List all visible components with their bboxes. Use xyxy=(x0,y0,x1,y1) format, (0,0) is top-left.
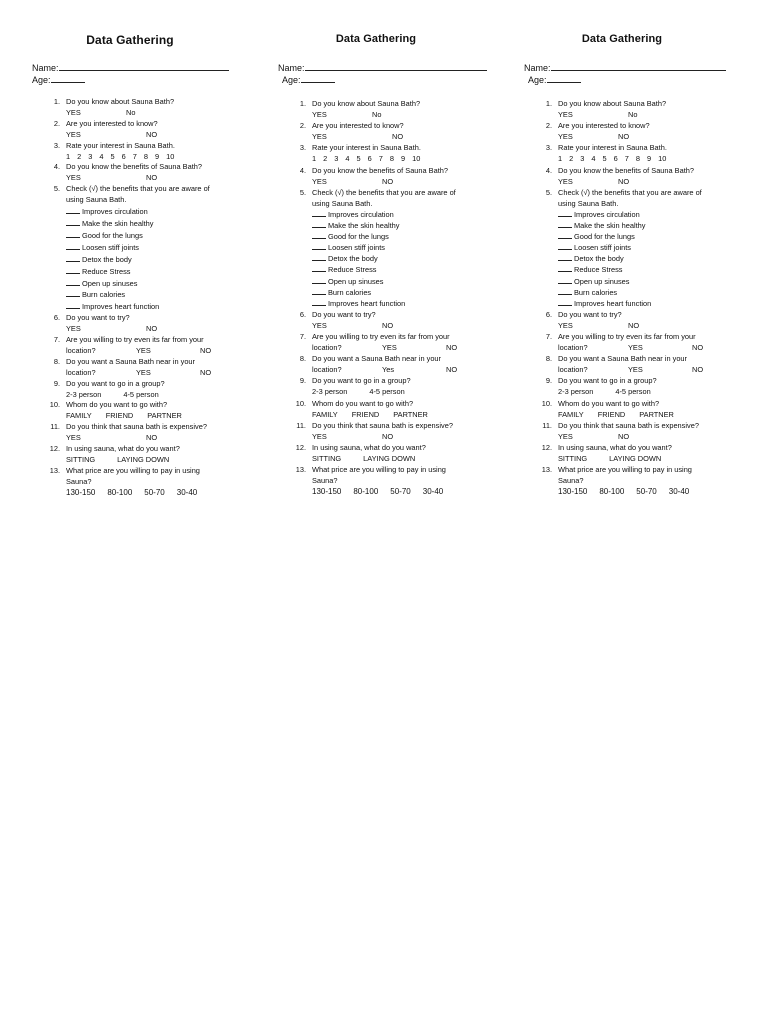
benefit-item[interactable]: Detox the body xyxy=(66,254,256,266)
rating-option[interactable]: 7 xyxy=(132,151,137,161)
benefit-item[interactable]: Open up sinuses xyxy=(66,278,256,290)
question-6: 6. Do you want to try? YES NO xyxy=(282,309,502,331)
question-text: Do you think that sauna bath is expensive? xyxy=(558,420,699,430)
age-field[interactable] xyxy=(528,74,581,85)
question-11: 11. Do you think that sauna bath is expensive? YES NO xyxy=(528,420,748,442)
benefit-item[interactable]: Burn calories xyxy=(66,289,256,301)
question-2: 2. Are you interested to know? YES NO xyxy=(528,120,748,142)
question-1: 1. Do you know about Sauna Bath? YES No xyxy=(36,97,256,119)
rating-option[interactable]: 6 xyxy=(613,154,618,164)
question-9: 9. Do you want to go in a group? 2-3 person 4-5 person xyxy=(528,375,748,397)
question-text: Check (√) the benefits that you are aware of xyxy=(66,184,210,194)
price-option[interactable]: 50-70 xyxy=(390,487,411,497)
option-yes[interactable]: YES xyxy=(312,320,327,330)
option-no[interactable]: NO xyxy=(692,343,704,353)
question-text-cont: using Sauna Bath. xyxy=(312,198,373,208)
question-5: 5. Check (√) the benefits that you are aware of using Sauna Bath. Improves circulation Make the skin healthy Good for the lungs Loosen stiff joints Detox the body Reduce Stress Open up sinuses Burn calories Improves heart function xyxy=(282,187,502,309)
question-1: 1. Do you know about Sauna Bath? YES No xyxy=(528,98,748,120)
option-yes[interactable]: YES xyxy=(66,129,81,139)
question-3: 3. Rate your interest in Sauna Bath. 1 2 3 4 5 6 7 8 9 10 xyxy=(282,142,502,164)
option-no[interactable]: No xyxy=(126,107,136,117)
rating-option[interactable]: 4 xyxy=(345,154,350,164)
question-text-cont: location? xyxy=(312,365,342,375)
question-text-cont: Sauna? xyxy=(312,476,338,486)
option-no[interactable]: NO xyxy=(618,132,630,142)
option-no[interactable]: NO xyxy=(382,176,394,186)
rating-option[interactable]: 3 xyxy=(334,154,339,164)
question-text: Check (√) the benefits that you are aware of xyxy=(558,187,702,197)
question-5: 5. Check (√) the benefits that you are aware of using Sauna Bath. Improves circulation Make the skin healthy Good for the lungs Loosen stiff joints Detox the body Reduce Stress Open up sinuses Burn calories Improves heart function xyxy=(36,184,256,313)
benefit-item[interactable]: Improves circulation xyxy=(312,209,502,220)
question-text: Do you want to try? xyxy=(558,309,622,319)
question-text: Are you willing to try even its far from your xyxy=(558,331,696,341)
benefit-item[interactable]: Open up sinuses xyxy=(312,276,502,287)
question-text-cont: location? xyxy=(558,365,588,375)
question-list xyxy=(282,98,502,497)
benefit-item[interactable]: Good for the lungs xyxy=(312,231,502,242)
option-sitting[interactable]: SITTING xyxy=(558,454,588,463)
rating-option[interactable]: 5 xyxy=(356,154,361,164)
rating-option[interactable]: 3 xyxy=(88,151,93,161)
price-option[interactable]: 80-100 xyxy=(353,487,379,497)
option-no[interactable]: NO xyxy=(146,324,158,334)
price-option[interactable]: 80-100 xyxy=(107,487,133,497)
rating-option[interactable]: 4 xyxy=(99,151,104,161)
question-list xyxy=(528,98,748,497)
benefit-item[interactable]: Burn calories xyxy=(312,287,502,298)
question-text: Do you know about Sauna Bath? xyxy=(558,99,667,108)
option-group-small[interactable]: 2-3 person xyxy=(66,389,102,399)
question-text: Do you think that sauna bath is expensive? xyxy=(312,420,453,430)
option-group-large[interactable]: 4-5 person xyxy=(369,387,405,397)
question-text-cont: using Sauna Bath. xyxy=(66,195,127,205)
question-text: Do you want to go in a group? xyxy=(312,376,411,386)
question-text: Do you know the benefits of Sauna Bath? xyxy=(312,165,448,175)
rating-option[interactable]: 10 xyxy=(412,154,421,164)
question-12: 12. In using sauna, what do you want? SITTING LAYING DOWN xyxy=(282,442,502,464)
form-title: Data Gathering xyxy=(335,33,417,45)
question-4: 4. Do you know the benefits of Sauna Bath? YES NO xyxy=(528,165,748,187)
price-option[interactable]: 50-70 xyxy=(144,487,165,497)
question-text-cont: location? xyxy=(66,345,96,355)
rating-option[interactable]: 5 xyxy=(110,151,115,161)
survey-form-3 xyxy=(522,0,752,520)
option-yes[interactable]: YES xyxy=(382,343,397,353)
benefit-item[interactable]: Detox the body xyxy=(558,253,748,264)
option-no[interactable]: NO xyxy=(146,129,158,139)
option-yes[interactable]: YES xyxy=(628,343,643,353)
option-laying-down[interactable]: LAYING DOWN xyxy=(609,454,662,463)
question-13: 13. What price are you willing to pay in using Sauna? 130-150 80-100 50-70 30-40 xyxy=(282,464,502,497)
question-text: Do you want to go in a group? xyxy=(66,378,165,388)
question-9: 9. Do you want to go in a group? 2-3 person 4-5 person xyxy=(36,379,256,401)
option-yes[interactable]: YES xyxy=(312,132,327,142)
option-partner[interactable]: PARTNER xyxy=(393,409,428,419)
benefit-item[interactable]: Good for the lungs xyxy=(558,231,748,242)
question-8: 8. Do you want a Sauna Bath near in your location? YES NO xyxy=(36,357,256,379)
question-text: Are you interested to know? xyxy=(66,118,158,128)
question-text: Check (√) the benefits that you are aware of xyxy=(312,187,456,197)
question-text: Do you want to try? xyxy=(312,309,376,319)
name-field[interactable] xyxy=(524,62,726,73)
option-no[interactable]: NO xyxy=(618,431,630,441)
question-text: Rate your interest in Sauna Bath. xyxy=(66,140,175,150)
question-13: 13. What price are you willing to pay in using Sauna? 130-150 80-100 50-70 30-40 xyxy=(528,464,748,497)
price-option[interactable]: 30-40 xyxy=(668,487,690,497)
option-yes[interactable]: YES xyxy=(66,433,81,443)
question-10: 10. Whom do you want to go with? FAMILY FRIEND PARTNER xyxy=(528,398,748,420)
benefit-item[interactable]: Reduce Stress xyxy=(558,264,748,275)
question-text: Do you know the benefits of Sauna Bath? xyxy=(66,162,202,172)
question-3: 3. Rate your interest in Sauna Bath. 1 2 3 4 5 6 7 8 9 10 xyxy=(528,142,748,164)
question-text: Do you want to go in a group? xyxy=(558,376,657,386)
question-text: In using sauna, what do you want? xyxy=(558,442,672,452)
question-10: 10. Whom do you want to go with? FAMILY FRIEND PARTNER xyxy=(36,400,256,422)
survey-form-2 xyxy=(276,0,506,520)
name-field[interactable] xyxy=(32,62,229,73)
price-option[interactable]: 130-150 xyxy=(66,487,96,497)
option-no[interactable]: NO xyxy=(382,431,394,441)
option-group-small[interactable]: 2-3 person xyxy=(558,387,594,397)
rating-option[interactable]: 10 xyxy=(658,154,667,164)
question-text: Are you willing to try even its far from your xyxy=(66,335,204,345)
question-text-cont: location? xyxy=(312,343,342,353)
benefit-item[interactable]: Detox the body xyxy=(312,253,502,264)
benefit-item[interactable]: Burn calories xyxy=(558,287,748,298)
question-text: In using sauna, what do you want? xyxy=(312,442,426,452)
age-field[interactable] xyxy=(282,74,335,85)
rating-scale xyxy=(312,153,502,164)
option-group-large[interactable]: 4-5 person xyxy=(615,387,651,397)
question-text: Are you interested to know? xyxy=(312,121,404,131)
name-label: Name: xyxy=(278,63,305,73)
rating-option[interactable]: 2 xyxy=(569,154,574,164)
rating-scale xyxy=(558,153,748,164)
option-yes[interactable]: YES xyxy=(312,110,327,120)
question-text: What price are you willing to pay in using xyxy=(312,465,446,475)
form-title: Data Gathering xyxy=(86,33,174,47)
option-group-large[interactable]: 4-5 person xyxy=(123,389,159,399)
rating-option[interactable]: 3 xyxy=(580,154,585,164)
question-text: Do you know about Sauna Bath? xyxy=(312,99,421,108)
option-group-small[interactable]: 2-3 person xyxy=(312,387,348,397)
rating-option[interactable]: 8 xyxy=(389,154,394,164)
rating-option[interactable]: 6 xyxy=(121,151,126,161)
price-option[interactable]: 50-70 xyxy=(636,487,657,497)
question-text: Rate your interest in Sauna Bath. xyxy=(558,143,667,153)
option-no[interactable]: No xyxy=(372,110,382,120)
question-text: Do you want a Sauna Bath near in your xyxy=(312,354,442,364)
option-family[interactable]: FAMILY xyxy=(312,409,338,419)
question-10: 10. Whom do you want to go with? FAMILY FRIEND PARTNER xyxy=(282,398,502,420)
option-yes[interactable]: YES xyxy=(136,345,151,355)
question-4: 4. Do you know the benefits of Sauna Bath? YES NO xyxy=(282,165,502,187)
question-text-cont: Sauna? xyxy=(558,476,584,486)
question-9: 9. Do you want to go in a group? 2-3 person 4-5 person xyxy=(282,375,502,397)
rating-option[interactable]: 9 xyxy=(401,154,406,164)
option-no[interactable]: NO xyxy=(446,343,458,353)
rating-option[interactable]: 1 xyxy=(66,151,71,161)
option-no[interactable]: NO xyxy=(382,320,394,330)
rating-option[interactable]: 5 xyxy=(602,154,607,164)
option-laying-down[interactable]: LAYING DOWN xyxy=(117,455,170,464)
option-friend[interactable]: FRIEND xyxy=(351,409,380,419)
option-no[interactable]: NO xyxy=(692,365,704,375)
option-laying-down[interactable]: LAYING DOWN xyxy=(363,454,416,463)
name-field[interactable] xyxy=(278,62,487,73)
question-7: 7. Are you willing to try even its far from your location? YES NO xyxy=(282,331,502,353)
question-2: 2. Are you interested to know? YES NO xyxy=(36,119,256,141)
option-yes[interactable]: YES xyxy=(558,132,573,142)
option-no[interactable]: NO xyxy=(200,367,212,377)
question-text: Do you want a Sauna Bath near in your xyxy=(66,356,196,366)
survey-form-1 xyxy=(30,0,260,520)
name-label: Name: xyxy=(32,63,59,73)
rating-option[interactable]: 2 xyxy=(77,151,82,161)
question-12: 12. In using sauna, what do you want? SITTING LAYING DOWN xyxy=(36,444,256,466)
question-text: Are you willing to try even its far from your xyxy=(312,331,450,341)
option-yes[interactable]: YES xyxy=(558,431,573,441)
rating-option[interactable]: 7 xyxy=(378,154,383,164)
rating-option[interactable]: 1 xyxy=(312,154,317,164)
age-label: Age: xyxy=(528,75,547,85)
question-12: 12. In using sauna, what do you want? SITTING LAYING DOWN xyxy=(528,442,748,464)
question-text: Whom do you want to go with? xyxy=(66,400,168,410)
question-7: 7. Are you willing to try even its far from your location? YES NO xyxy=(36,335,256,357)
option-partner[interactable]: PARTNER xyxy=(639,409,674,419)
form-title: Data Gathering xyxy=(581,33,663,45)
option-no[interactable]: NO xyxy=(146,173,158,183)
option-friend[interactable]: FRIEND xyxy=(105,411,134,421)
option-friend[interactable]: FRIEND xyxy=(597,409,626,419)
option-yes[interactable]: YES xyxy=(312,431,327,441)
option-yes[interactable]: YES xyxy=(628,365,643,375)
option-no[interactable]: NO xyxy=(618,176,630,186)
benefit-item[interactable]: Improves circulation xyxy=(558,209,748,220)
option-no[interactable]: NO xyxy=(628,320,640,330)
name-label: Name: xyxy=(524,63,551,73)
option-yes[interactable]: YES xyxy=(312,176,327,186)
rating-option[interactable]: 8 xyxy=(143,151,148,161)
option-yes[interactable]: YES xyxy=(558,110,573,120)
option-yes[interactable]: YES xyxy=(66,324,81,334)
question-text: Are you interested to know? xyxy=(558,121,650,131)
option-no[interactable]: No xyxy=(628,110,638,120)
option-no[interactable]: NO xyxy=(200,345,212,355)
rating-option[interactable]: 8 xyxy=(635,154,640,164)
option-sitting[interactable]: SITTING xyxy=(312,454,342,463)
price-option[interactable]: 130-150 xyxy=(558,487,588,497)
rating-option[interactable]: 7 xyxy=(624,154,629,164)
option-yes[interactable]: Yes xyxy=(382,365,395,375)
question-text: Do you want a Sauna Bath near in your xyxy=(558,354,688,364)
option-yes[interactable]: YES xyxy=(66,107,81,117)
age-label: Age: xyxy=(282,75,301,85)
benefit-item[interactable]: Improves heart function xyxy=(312,298,502,309)
benefit-item[interactable]: Loosen stiff joints xyxy=(558,242,748,253)
benefit-item[interactable]: Make the skin healthy xyxy=(66,218,256,230)
benefit-item[interactable]: Good for the lungs xyxy=(66,230,256,242)
option-family[interactable]: FAMILY xyxy=(558,409,584,419)
question-11: 11. Do you think that sauna bath is expensive? YES NO xyxy=(36,422,256,444)
question-4: 4. Do you know the benefits of Sauna Bath? YES NO xyxy=(36,162,256,184)
price-option[interactable]: 80-100 xyxy=(599,487,625,497)
question-6: 6. Do you want to try? YES NO xyxy=(528,309,748,331)
question-text: In using sauna, what do you want? xyxy=(66,444,180,454)
question-13: 13. What price are you willing to pay in using Sauna? 130-150 80-100 50-70 30-40 xyxy=(36,466,256,499)
question-text-cont: location? xyxy=(66,367,96,377)
question-7: 7. Are you willing to try even its far from your location? YES NO xyxy=(528,331,748,353)
benefit-item[interactable]: Make the skin healthy xyxy=(558,220,748,231)
option-yes[interactable]: YES xyxy=(136,367,151,377)
question-text: Rate your interest in Sauna Bath. xyxy=(312,143,421,153)
option-yes[interactable]: YES xyxy=(558,320,573,330)
price-option[interactable]: 130-150 xyxy=(312,487,342,497)
rating-option[interactable]: 2 xyxy=(323,154,328,164)
question-2: 2. Are you interested to know? YES NO xyxy=(282,120,502,142)
question-text: Whom do you want to go with? xyxy=(312,398,414,408)
question-text: Do you think that sauna bath is expensive? xyxy=(66,422,207,432)
option-yes[interactable]: YES xyxy=(558,176,573,186)
option-yes[interactable]: YES xyxy=(66,173,81,183)
option-no[interactable]: NO xyxy=(392,132,404,142)
question-text: What price are you willing to pay in using xyxy=(66,465,200,475)
option-no[interactable]: NO xyxy=(146,433,158,443)
option-family[interactable]: FAMILY xyxy=(66,411,92,421)
question-list xyxy=(36,97,256,499)
option-partner[interactable]: PARTNER xyxy=(147,411,182,421)
benefit-item[interactable]: Reduce Stress xyxy=(66,266,256,278)
question-text: Do you know the benefits of Sauna Bath? xyxy=(558,165,694,175)
question-5: 5. Check (√) the benefits that you are aware of using Sauna Bath. Improves circulation Make the skin healthy Good for the lungs Loosen stiff joints Detox the body Reduce Stress Open up sinuses Burn calories Improves heart function xyxy=(528,187,748,309)
rating-option[interactable]: 4 xyxy=(591,154,596,164)
rating-option[interactable]: 1 xyxy=(558,154,563,164)
price-option[interactable]: 30-40 xyxy=(176,487,198,497)
age-field[interactable] xyxy=(32,74,85,85)
age-label: Age: xyxy=(32,75,51,85)
question-text: What price are you willing to pay in using xyxy=(558,465,692,475)
question-3: 3. Rate your interest in Sauna Bath. 1 2 3 4 5 6 7 8 9 10 xyxy=(36,141,256,163)
question-1: 1. Do you know about Sauna Bath? YES No xyxy=(282,98,502,120)
benefit-item[interactable]: Reduce Stress xyxy=(312,264,502,275)
rating-option[interactable]: 6 xyxy=(367,154,372,164)
benefit-item[interactable]: Improves heart function xyxy=(558,298,748,309)
question-text: Whom do you want to go with? xyxy=(558,398,660,408)
question-text-cont: Sauna? xyxy=(66,476,92,486)
option-no[interactable]: NO xyxy=(446,365,458,375)
question-text: Do you want to try? xyxy=(66,313,130,323)
rating-option[interactable]: 9 xyxy=(155,151,160,161)
benefit-item[interactable]: Improves circulation xyxy=(66,206,256,218)
price-option[interactable]: 30-40 xyxy=(422,487,444,497)
question-8: 8. Do you want a Sauna Bath near in your location? Yes NO xyxy=(282,353,502,375)
rating-scale xyxy=(66,152,256,163)
benefit-item[interactable]: Loosen stiff joints xyxy=(66,242,256,254)
benefit-item[interactable]: Loosen stiff joints xyxy=(312,242,502,253)
question-text-cont: location? xyxy=(558,343,588,353)
benefit-item[interactable]: Make the skin healthy xyxy=(312,220,502,231)
rating-option[interactable]: 10 xyxy=(166,151,175,161)
question-6: 6. Do you want to try? YES NO xyxy=(36,313,256,335)
question-8: 8. Do you want a Sauna Bath near in your location? YES NO xyxy=(528,353,748,375)
question-text-cont: using Sauna Bath. xyxy=(558,198,619,208)
benefit-item[interactable]: Improves heart function xyxy=(66,301,256,313)
benefit-item[interactable]: Open up sinuses xyxy=(558,276,748,287)
question-11: 11. Do you think that sauna bath is expensive? YES NO xyxy=(282,420,502,442)
rating-option[interactable]: 9 xyxy=(647,154,652,164)
option-sitting[interactable]: SITTING xyxy=(66,455,96,464)
question-text: Do you know about Sauna Bath? xyxy=(66,97,175,106)
